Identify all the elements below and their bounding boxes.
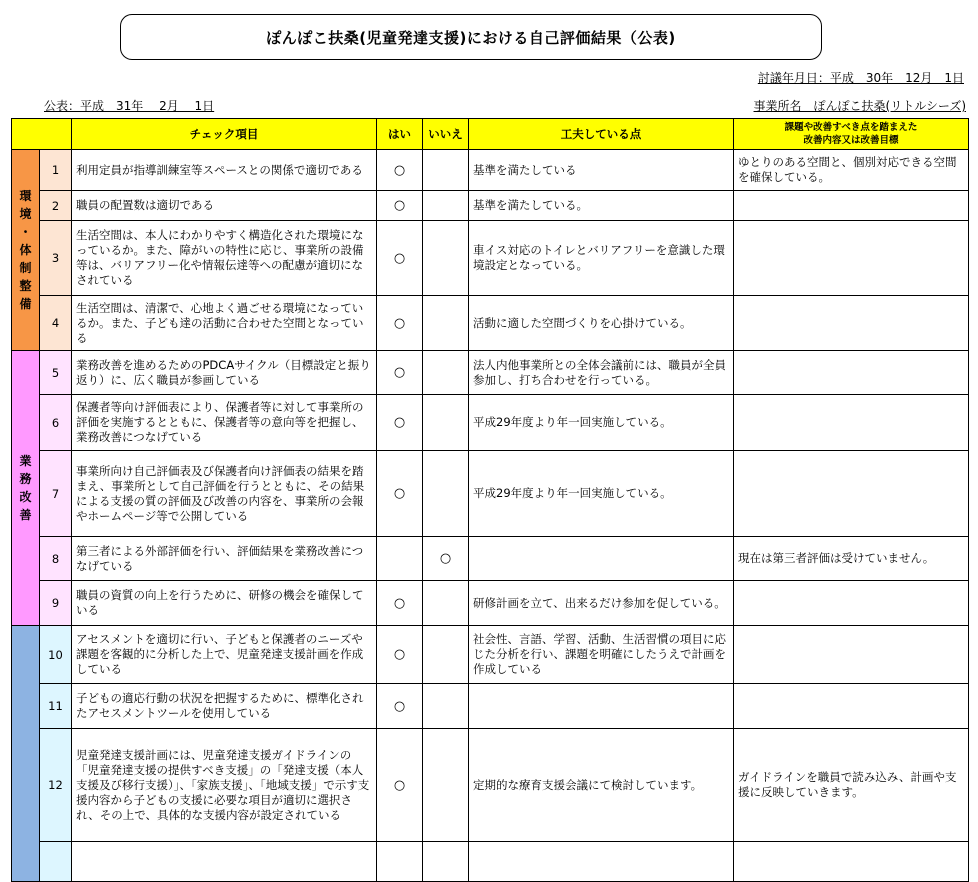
table-row [12,581,969,626]
yes-mark: ○ [377,626,423,684]
goal-text [734,351,969,395]
table-row [12,537,969,581]
check-item: 生活空間は、清潔で、心地よく過ごせる環境になっているか。また、子ども達の活動に合わせた空間となっている [72,296,377,351]
goal-text [734,296,969,351]
row-number: 7 [40,451,72,537]
table-header-row [12,119,969,150]
row-number: 2 [40,191,72,221]
yes-mark: ○ [377,581,423,626]
yes-mark: ○ [377,296,423,351]
no-mark [423,191,469,221]
category-support [12,626,40,882]
table-row [12,221,969,296]
table-row [12,150,969,191]
check-item: 利用定員が指導訓練室等スペースとの関係で適切である [72,150,377,191]
category-env-label: 環境・体制整備 [19,189,32,311]
table-row [12,395,969,451]
yes-mark: ○ [377,191,423,221]
table-row [12,451,969,537]
category-ops [12,351,40,626]
no-mark [423,451,469,537]
header-no: いいえ [423,119,469,150]
no-mark [423,684,469,729]
table-row [12,684,969,729]
goal-text [734,626,969,684]
row-number: 10 [40,626,72,684]
effort-text [469,537,734,581]
row-number: 11 [40,684,72,729]
check-item: 職員の資質の向上を行うために、研修の機会を確保している [72,581,377,626]
check-item: 児童発達支援計画には、児童発達支援ガイドラインの「児童発達支援の提供すべき支援」の「発達支援（本人支援及び移行支援）」、「家族支援」、「地域支援」で示す支援内容から子どもの支援に必要な項目が適切に選択され、その上で、具体的な支援内容が設定されている [72,729,377,842]
check-item: 生活空間は、本人にわかりやすく構造化された環境になっているか。また、障がいの特性に応じ、事業所の設備等は、バリアフリー化や情報伝達等への配慮が適切になされている [72,221,377,296]
goal-text [734,842,969,882]
check-item: アセスメントを適切に行い、子どもと保護者のニーズや課題を客観的に分析した上で、児童発達支援計画を作成している [72,626,377,684]
yes-mark: ○ [377,351,423,395]
row-number: 9 [40,581,72,626]
table-row-partial [12,842,969,882]
table-row [12,729,969,842]
effort-text [469,684,734,729]
row-number: 4 [40,296,72,351]
effort-text: 車イス対応のトイレとバリアフリーを意識した環境設定となっている。 [469,221,734,296]
header-goal-line1: 課題や改善すべき点を踏まえた [784,122,918,133]
no-mark [423,626,469,684]
effort-text: 基準を満たしている。 [469,191,734,221]
goal-text: ガイドラインを職員で読み込み、計画や支援に反映していきます。 [734,729,969,842]
goal-text: ゆとりのある空間と、個別対応できる空間を確保している。 [734,150,969,191]
check-item [72,842,377,882]
goal-text [734,684,969,729]
check-item: 保護者等向け評価表により、保護者等に対して事業所の評価を実施するとともに、保護者等の意向等を把握し、業務改善につなげている [72,395,377,451]
effort-text: 活動に適した空間づくりを心掛けている。 [469,296,734,351]
effort-text: 法人内他事業所との全体会議前には、職員が全員参加し、打ち合わせを行っている。 [469,351,734,395]
table-row [12,626,969,684]
goal-text: 現在は第三者評価は受けていません。 [734,537,969,581]
goal-text [734,191,969,221]
row-number: 12 [40,729,72,842]
yes-mark: ○ [377,221,423,296]
row-number: 5 [40,351,72,395]
row-number: 3 [40,221,72,296]
effort-text: 研修計画を立て、出来るだけ参加を促している。 [469,581,734,626]
publish-date: 公表：平成 31年 2月 1日 [44,99,215,113]
yes-mark: ○ [377,451,423,537]
effort-text: 平成29年度より年一回実施している。 [469,395,734,451]
no-mark [423,296,469,351]
discussion-date: 討議年月日：平成 30年 12月 1日 [757,71,964,85]
no-mark: ○ [423,537,469,581]
goal-text [734,451,969,537]
category-ops-label: 業務改善 [19,454,32,522]
category-env [12,150,40,351]
effort-text: 社会性、言語、学習、活動、生活習慣の項目に応じた分析を行い、課題を明確にしたうえで計画を作成している [469,626,734,684]
no-mark [423,351,469,395]
yes-mark: ○ [377,150,423,191]
table-row [12,191,969,221]
yes-mark: ○ [377,729,423,842]
goal-text [734,221,969,296]
check-item: 子どもの適応行動の状況を把握するために、標準化されたアセスメントツールを使用している [72,684,377,729]
effort-text [469,842,734,882]
check-item: 事業所向け自己評価表及び保護者向け評価表の結果を踏まえ、事業所として自己評価を行うとともに、その結果による支援の質の評価及び改善の内容を、事業所の会報やホームページ等で公開している [72,451,377,537]
table-row [12,351,969,395]
check-item: 第三者による外部評価を行い、評価結果を業務改善につなげている [72,537,377,581]
no-mark [423,581,469,626]
check-item: 職員の配置数は適切である [72,191,377,221]
effort-text: 平成29年度より年一回実施している。 [469,451,734,537]
goal-text [734,395,969,451]
header-goal-line2: 改善内容又は改善目標 [803,135,899,146]
header-check-item: チェック項目 [72,119,377,150]
effort-text: 定期的な療育支援会議にて検討しています。 [469,729,734,842]
no-mark [423,842,469,882]
header-effort: 工夫している点 [469,119,734,150]
row-number [40,842,72,882]
yes-mark [377,842,423,882]
table-row [12,296,969,351]
effort-text: 基準を満たしている [469,150,734,191]
row-number: 8 [40,537,72,581]
no-mark [423,150,469,191]
no-mark [423,395,469,451]
goal-text [734,581,969,626]
header-yes: はい [377,119,423,150]
row-number: 6 [40,395,72,451]
no-mark [423,221,469,296]
page-title: ぽんぽこ扶桑(児童発達支援)における自己評価結果（公表) [120,14,822,60]
no-mark [423,729,469,842]
yes-mark: ○ [377,684,423,729]
header-goal [734,119,969,150]
yes-mark [377,537,423,581]
evaluation-table [11,118,969,882]
row-number: 1 [40,150,72,191]
office-name: 事業所名 ぽんぽこ扶桑(リトルシーズ) [753,99,966,113]
yes-mark: ○ [377,395,423,451]
header-blank [12,119,72,150]
check-item: 業務改善を進めるためのPDCAサイクル（目標設定と振り返り）に、広く職員が参画している [72,351,377,395]
